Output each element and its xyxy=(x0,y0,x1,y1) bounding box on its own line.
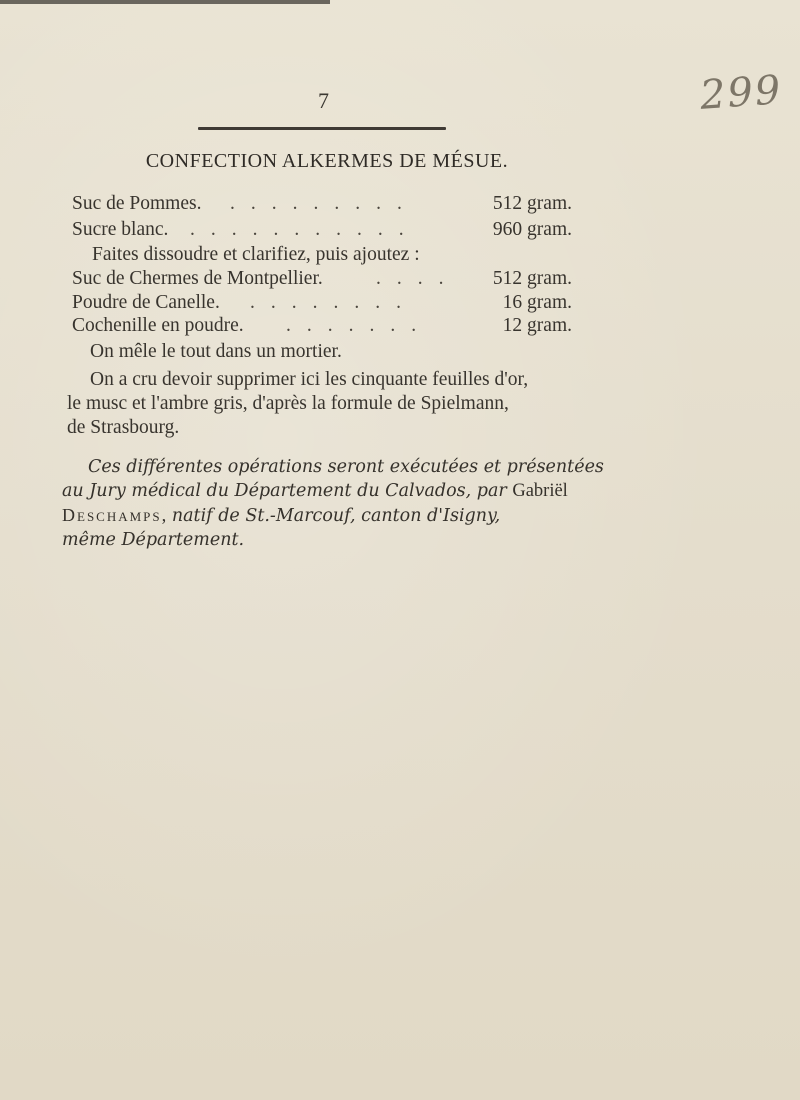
closing-line xyxy=(62,479,592,503)
ingredient-row xyxy=(72,193,572,219)
leader-dots: ....... xyxy=(286,315,433,336)
instruction-text: Faites dissoudre et clarifiez, puis ajoutez : xyxy=(92,244,420,265)
ingredient-quantity: 12 gram. xyxy=(502,315,572,336)
ingredient-name: Sucre blanc. xyxy=(72,219,169,240)
ingredient-row xyxy=(72,268,572,294)
ingredient-name: Poudre de Canelle. xyxy=(72,292,220,313)
page-number: 7 xyxy=(318,88,329,113)
closing-line xyxy=(62,503,592,528)
author-surname: Deschamps xyxy=(62,505,162,525)
ingredient-quantity: 16 gram. xyxy=(502,292,572,313)
closing-line-text: au Jury médical du Département du Calvados, par xyxy=(62,481,507,501)
top-edge-line xyxy=(0,0,330,4)
paragraph-line: le musc et l'ambre gris, d'après la formule de Spielmann, xyxy=(67,393,509,414)
closing-line: Ces différentes opérations seront exécutées et présentées xyxy=(88,457,604,477)
comma-separator: , xyxy=(161,506,167,526)
ingredient-row xyxy=(72,315,572,341)
header-rule xyxy=(198,127,446,130)
ingredient-quantity: 960 gram. xyxy=(492,219,572,240)
handwritten-margin-note: 299 xyxy=(698,67,784,119)
closing-line-text: natif de St.-Marcouf, canton d'Isigny, xyxy=(171,506,501,526)
closing-line: même Département. xyxy=(62,530,245,550)
page-title: CONFECTION ALKERMES DE MÉSUE. xyxy=(145,150,509,172)
ingredient-name: Suc de Pommes. xyxy=(72,193,202,214)
leader-dots: ........ xyxy=(250,292,417,313)
ingredient-quantity: 512 gram. xyxy=(492,268,572,289)
author-first-name: Gabriël xyxy=(512,481,568,501)
paragraph-line: de Strasbourg. xyxy=(67,417,180,438)
ingredient-quantity: 512 gram. xyxy=(492,193,572,214)
paragraph-line: On a cru devoir supprimer ici les cinquante feuilles d'or, xyxy=(90,369,529,390)
ingredient-name: Cochenille en poudre. xyxy=(72,315,244,336)
ingredient-name: Suc de Chermes de Montpellier. xyxy=(72,268,323,289)
leader-dots: .... xyxy=(376,268,460,289)
mix-note: On mêle le tout dans un mortier. xyxy=(90,341,342,362)
leader-dots: ........... xyxy=(190,219,420,240)
ingredient-row xyxy=(72,219,572,245)
closing-statement xyxy=(62,455,604,552)
leader-dots: ......... xyxy=(230,193,418,214)
